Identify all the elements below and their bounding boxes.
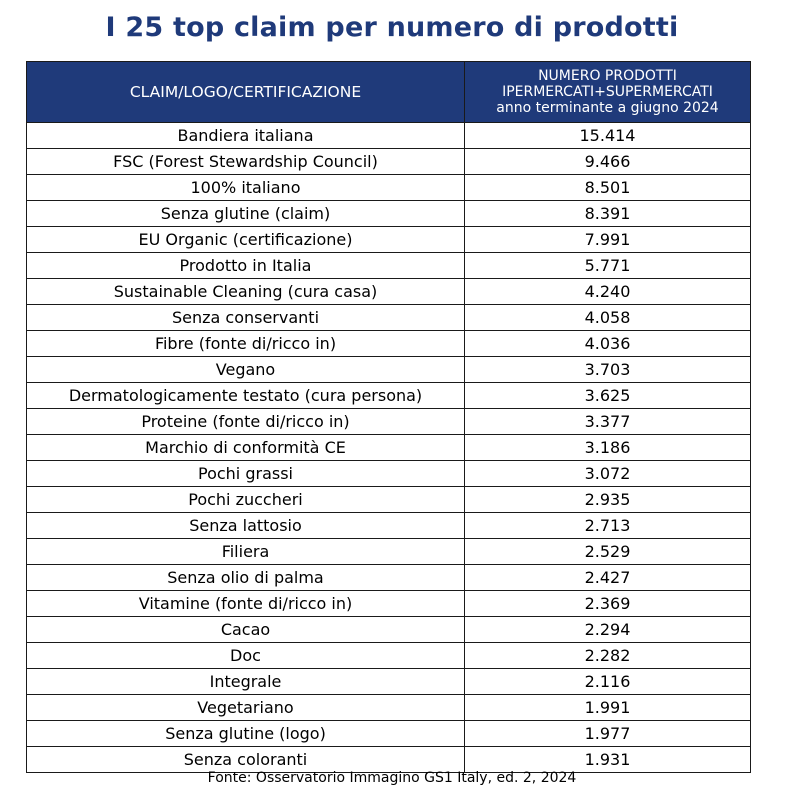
claim-cell: Sustainable Cleaning (cura casa)	[27, 279, 465, 305]
count-cell: 8.501	[465, 175, 751, 201]
claim-cell: EU Organic (certificazione)	[27, 227, 465, 253]
source-note: Fonte: Osservatorio Immagino GS1 Italy, ed. 2, 2024	[207, 770, 577, 786]
table-row	[27, 487, 751, 513]
table-row	[27, 435, 751, 461]
count-cell: 1.931	[465, 747, 751, 773]
claim-cell: Senza glutine (claim)	[27, 201, 465, 227]
table-row	[27, 357, 751, 383]
count-cell: 2.935	[465, 487, 751, 513]
claim-cell: Senza glutine (logo)	[27, 721, 465, 747]
count-cell: 7.991	[465, 227, 751, 253]
table-row	[27, 201, 751, 227]
header-count-line3: anno terminante a giugno 2024	[496, 100, 719, 116]
table-row	[27, 591, 751, 617]
count-cell: 4.058	[465, 305, 751, 331]
table-row	[27, 149, 751, 175]
table-row	[27, 409, 751, 435]
count-cell: 3.377	[465, 409, 751, 435]
claim-cell: Pochi grassi	[27, 461, 465, 487]
claim-cell: Marchio di conformità CE	[27, 435, 465, 461]
table-row	[27, 279, 751, 305]
table-row	[27, 721, 751, 747]
table-row	[27, 383, 751, 409]
claim-cell: Senza lattosio	[27, 513, 465, 539]
count-cell: 2.294	[465, 617, 751, 643]
claim-cell: FSC (Forest Stewardship Council)	[27, 149, 465, 175]
count-cell: 1.977	[465, 721, 751, 747]
claim-cell: Filiera	[27, 539, 465, 565]
count-cell: 2.369	[465, 591, 751, 617]
claim-cell: Integrale	[27, 669, 465, 695]
claim-cell: Doc	[27, 643, 465, 669]
count-cell: 4.036	[465, 331, 751, 357]
table-header-row	[27, 62, 751, 123]
count-cell: 2.282	[465, 643, 751, 669]
claim-cell: Proteine (fonte di/ricco in)	[27, 409, 465, 435]
claim-cell: Vegetariano	[27, 695, 465, 721]
table-row	[27, 253, 751, 279]
claim-cell: Bandiera italiana	[27, 123, 465, 149]
claim-cell: Cacao	[27, 617, 465, 643]
count-cell: 3.703	[465, 357, 751, 383]
claim-cell: Prodotto in Italia	[27, 253, 465, 279]
table-row	[27, 305, 751, 331]
count-cell: 2.529	[465, 539, 751, 565]
header-count-line1: NUMERO PRODOTTI	[538, 68, 677, 84]
count-cell: 8.391	[465, 201, 751, 227]
table-row	[27, 643, 751, 669]
count-cell: 3.186	[465, 435, 751, 461]
page-title: I 25 top claim per numero di prodotti	[105, 12, 679, 43]
claim-cell: Senza olio di palma	[27, 565, 465, 591]
claims-table	[26, 61, 751, 773]
header-count-line2: IPERMERCATI+SUPERMERCATI	[502, 84, 713, 100]
table-row	[27, 461, 751, 487]
table-row	[27, 175, 751, 201]
table-row	[27, 669, 751, 695]
table-row	[27, 565, 751, 591]
claim-cell: Vegano	[27, 357, 465, 383]
count-cell: 4.240	[465, 279, 751, 305]
count-cell: 2.427	[465, 565, 751, 591]
count-cell: 15.414	[465, 123, 751, 149]
count-cell: 1.991	[465, 695, 751, 721]
header-claim: CLAIM/LOGO/CERTIFICAZIONE	[27, 62, 465, 123]
count-cell: 2.116	[465, 669, 751, 695]
table-row	[27, 123, 751, 149]
table-row	[27, 747, 751, 773]
claim-cell: Dermatologicamente testato (cura persona)	[27, 383, 465, 409]
count-cell: 3.072	[465, 461, 751, 487]
claim-cell: Senza coloranti	[27, 747, 465, 773]
claim-cell: Pochi zuccheri	[27, 487, 465, 513]
header-count	[465, 62, 751, 123]
claim-cell: Vitamine (fonte di/ricco in)	[27, 591, 465, 617]
count-cell: 3.625	[465, 383, 751, 409]
count-cell: 9.466	[465, 149, 751, 175]
table-row	[27, 695, 751, 721]
count-cell: 5.771	[465, 253, 751, 279]
claim-cell: Senza conservanti	[27, 305, 465, 331]
table-row	[27, 513, 751, 539]
table-body	[27, 123, 751, 773]
claim-cell: Fibre (fonte di/ricco in)	[27, 331, 465, 357]
table-row	[27, 227, 751, 253]
count-cell: 2.713	[465, 513, 751, 539]
table-row	[27, 617, 751, 643]
claim-cell: 100% italiano	[27, 175, 465, 201]
table-row	[27, 539, 751, 565]
table-row	[27, 331, 751, 357]
